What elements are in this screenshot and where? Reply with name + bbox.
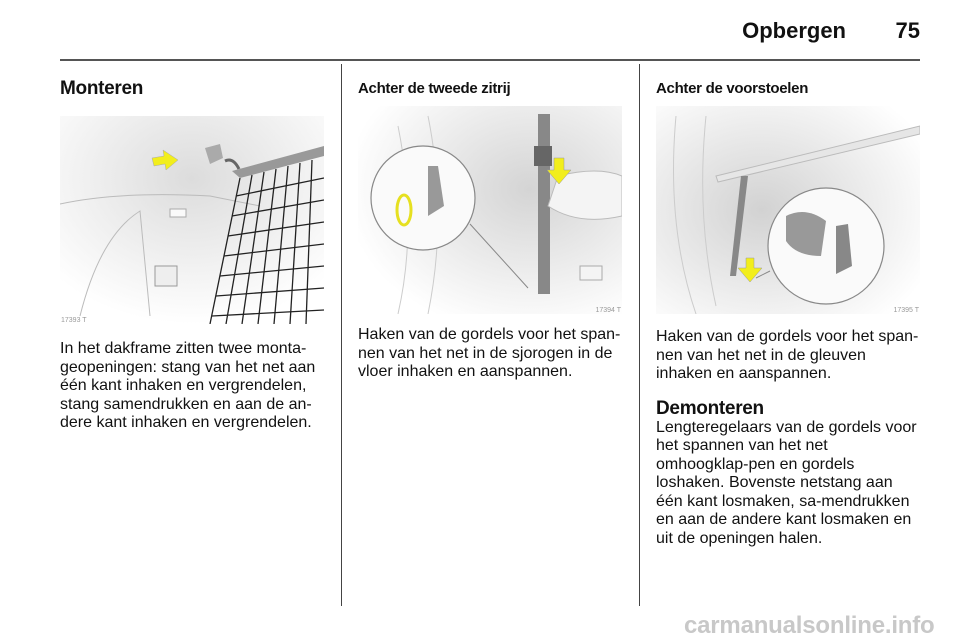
body-text: Haken van de gordels voor het span-nen van het net in de sjorogen in de vloer inhaken en aanspannen.: [358, 326, 621, 380]
body-text: In het dakframe zitten twee monta-geopeningen: stang van het net aan één kant inhaken en vergrendelen, stang samendrukken en aan de an-dere kant inhaken en vergrendelen.: [60, 340, 316, 431]
body-text: Haken van de gordels voor het span-nen van het net in de gleuven inhaken en aanspannen.: [656, 328, 919, 382]
figure-number: 17393 T: [61, 317, 87, 324]
heading-monteren: Monteren: [60, 78, 144, 99]
figure-number: 17394 T: [595, 307, 621, 314]
heading-achter-voorstoelen: Achter de voorstoelen: [656, 80, 809, 97]
heading-demonteren: Demonteren: [656, 397, 764, 419]
column-divider: [341, 64, 342, 606]
column-tweede-zitrij: [358, 64, 624, 382]
body-text-demonteren: Lengteregelaars van de gordels voor het spannen van het net omhoogklap-pen en gordels loshaken. Bovenste netstang aan één kant losmaken, sa-mendrukken en aan de andere kant losmaken en uit de openingen halen.: [656, 418, 917, 547]
column-divider: [639, 64, 640, 606]
illustration-slot-hook: [656, 106, 920, 314]
figure-number: 17395 T: [893, 307, 919, 314]
illustration-roof-mount: [60, 116, 324, 324]
heading-achter-tweede-zitrij: Achter de tweede zitrij: [358, 80, 511, 97]
column-voorstoelen: [656, 64, 922, 548]
illustration-floor-hook: [358, 106, 622, 314]
section-title: Opbergen: [742, 18, 846, 43]
column-monteren: [60, 64, 324, 433]
header-rule: [60, 59, 920, 61]
page-number: 75: [895, 18, 920, 43]
watermark: carmanualsonline.info: [684, 612, 935, 639]
